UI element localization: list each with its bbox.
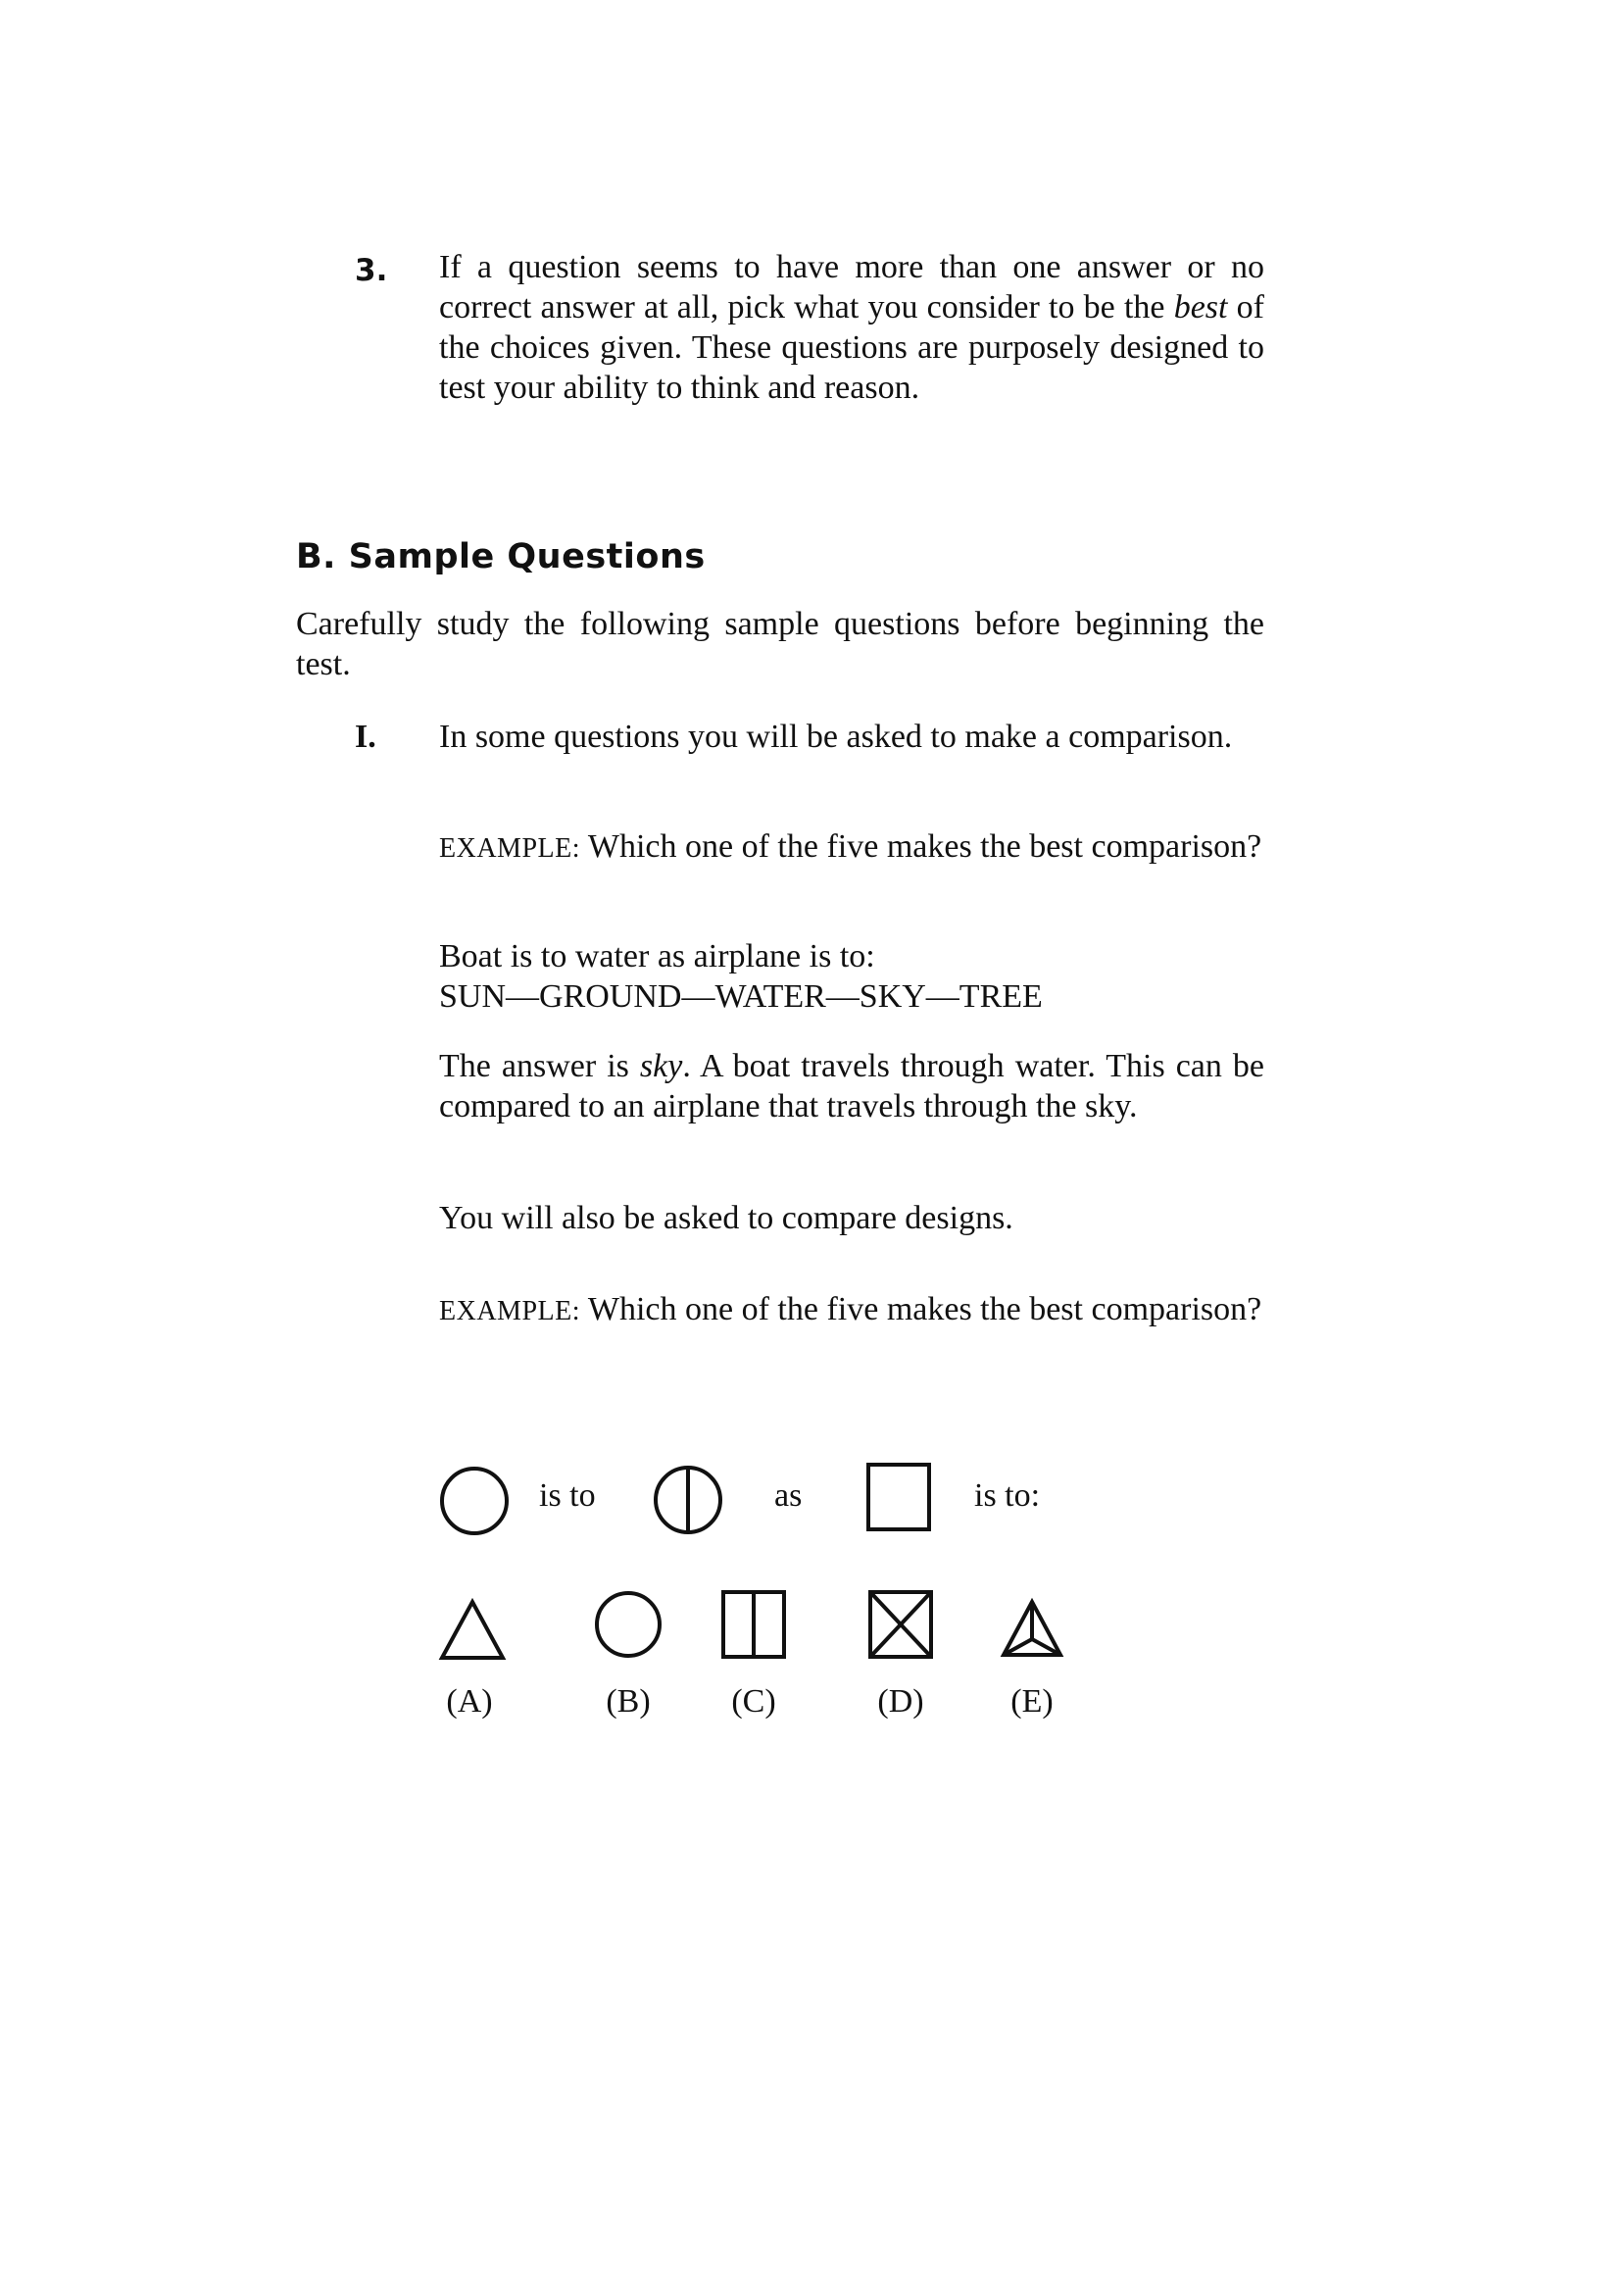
example-1-label: EXAMPLE: bbox=[439, 833, 580, 864]
divided-circle-icon bbox=[651, 1461, 725, 1539]
item-3-text-emphasis: best bbox=[1173, 289, 1228, 325]
option-b-circle-icon bbox=[592, 1588, 664, 1661]
option-d-crossed-square-icon bbox=[866, 1588, 937, 1663]
option-a-label: (A) bbox=[446, 1683, 493, 1720]
example-1-question: Which one of the five makes the best comparison? bbox=[580, 828, 1262, 865]
item-3-number: 3. bbox=[355, 253, 388, 288]
figure-is-to: is to bbox=[539, 1477, 596, 1514]
square-icon bbox=[864, 1461, 935, 1537]
option-e-divided-triangle-icon bbox=[998, 1596, 1066, 1661]
option-a-triangle-icon bbox=[437, 1596, 508, 1663]
item-3-text bbox=[439, 247, 1264, 408]
item-1-number: I. bbox=[355, 719, 376, 755]
answer-word: sky bbox=[639, 1048, 683, 1084]
example-2 bbox=[439, 1289, 1264, 1331]
example-1 bbox=[439, 826, 1264, 869]
figure-is-to-colon: is to: bbox=[974, 1477, 1041, 1514]
section-intro: Carefully study the following sample questions before beginning the test. bbox=[296, 606, 1264, 682]
analogy-line-1: Boat is to water as airplane is to: bbox=[439, 938, 875, 974]
designs-intro: You will also be asked to compare designs. bbox=[439, 1200, 1013, 1236]
option-e-label: (E) bbox=[1010, 1683, 1054, 1720]
option-c-divided-square-icon bbox=[719, 1588, 790, 1663]
analogy-line-2: SUN—GROUND—WATER—SKY—TREE bbox=[439, 978, 1043, 1015]
option-b-label: (B) bbox=[606, 1683, 651, 1720]
item-3-text-part1: If a question seems to have more than one answer or no correct answer at all, pick what you consider to be the bbox=[439, 249, 1264, 325]
circle-icon bbox=[437, 1464, 512, 1538]
option-d-label: (D) bbox=[877, 1683, 924, 1720]
example-2-question: Which one of the five makes the best comparison? bbox=[580, 1291, 1262, 1327]
section-heading: B. Sample Questions bbox=[296, 537, 706, 576]
answer-post: . A boat travels through water. This can be compared to an airplane that travels through the sky. bbox=[439, 1048, 1265, 1124]
figure-as: as bbox=[774, 1477, 803, 1514]
option-c-label: (C) bbox=[731, 1683, 776, 1720]
example-2-label: EXAMPLE: bbox=[439, 1296, 580, 1326]
item-3-text-part2: of the choices given. These questions are purposely designed to test your ability to think and reason. bbox=[439, 289, 1265, 406]
answer-pre: The answer is bbox=[439, 1048, 640, 1084]
answer-explanation bbox=[439, 1046, 1264, 1126]
item-1-text: In some questions you will be asked to make a comparison. bbox=[439, 719, 1233, 755]
analogy bbox=[439, 936, 1264, 1017]
